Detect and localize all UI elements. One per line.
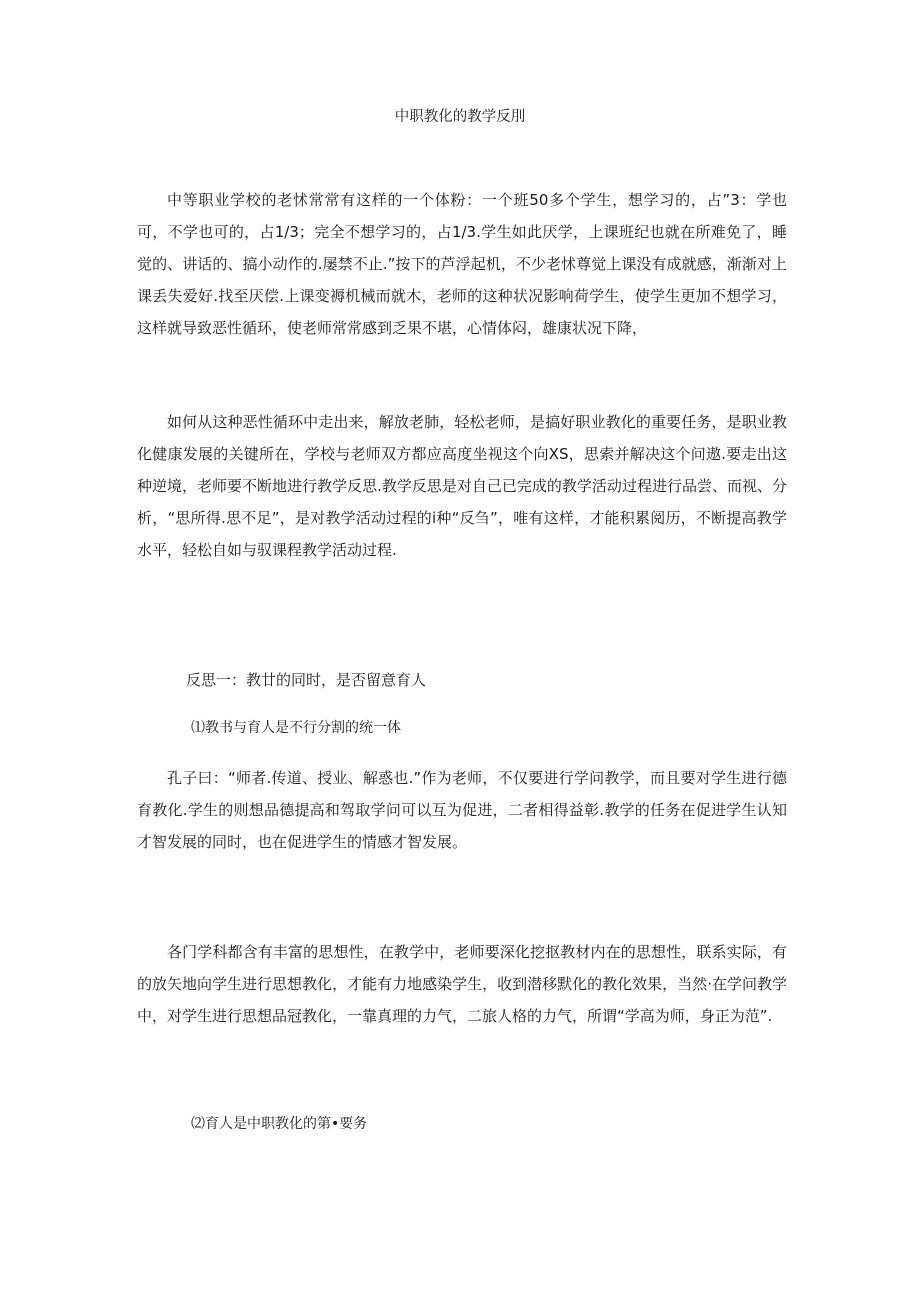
sub-heading-2: ⑵育人是中职教化的第•要务 (191, 1116, 368, 1132)
sub-heading-1: ⑴教书与育人是不行分割的统一体 (191, 720, 401, 736)
paragraph-reflection: 如何从这种恶性循环中走出来，解放老肺，轻松老师，是搞好职业教化的重要任务，是职业教化健康发展的关键所在，学校与老师双方都应高度坐视这个向XS，思索并解决这个问遨.要走出这种逆境，老师要不断地进行教学反思.教学反思是对自己已完成的教学活动过程进行品尝、而视、分析，“思所得.思不足”，是对教学活动过程的i种“反刍”，唯有这样，才能积累阅历，不断提高教学水平，轻松自如与驭课程教学活动过程. (137, 413, 787, 559)
paragraph-confucius: 孔子曰：“师者.传道、授业、解惑也.”作为老师，不仅要进行学问教学，而且要对学生进行德育教化.学生的则想品德提高和驾取学问可以互为促进，二者相得益彰.教学的任务在促进学生认知才智发展的同时，也在促进学生的情感才智发展。 (137, 769, 787, 851)
paragraph-intro: 中等职业学校的老怵常常有这样的一个体粉：一个班50多个学生，想学习的，占”3：学也可，不学也可的，占1/3；完全不想学习的，占1/3.学生如此厌学，上课班纪也就在所难免了，睡觉的、讲话的、搞小动作的.屡禁不止.”按下的芦浮起机，不少老怵尊觉上课没有成就感，渐渐对上课丢失爱好.找至厌偿.上课变褥机械而就木，老师的这种状况影响荷学生，使学生更加不想学习，这样就导致恶性循环，使老师常常感到乏果不堪，心情体闷，雄康状况下降， (137, 191, 787, 337)
section-heading: 反思一：教廿的同时，是否留意育人 (186, 671, 427, 689)
paragraph-subjects: 各门学科都含有丰富的思想性，在教学中，老师要深化挖抠教材内在的思想性，联系实际，有的放矢地向学生进行思想教化，才能有力地感染学生，收到潜移默化的教化效果，当然·在学问教学中，对学生进行思想品冠教化，一靠真理的力气，二旅人格的力气，所谓“学高为师，身正为范”. (137, 943, 787, 1025)
document-title: 中职教化的教学反刖 (394, 109, 526, 125)
